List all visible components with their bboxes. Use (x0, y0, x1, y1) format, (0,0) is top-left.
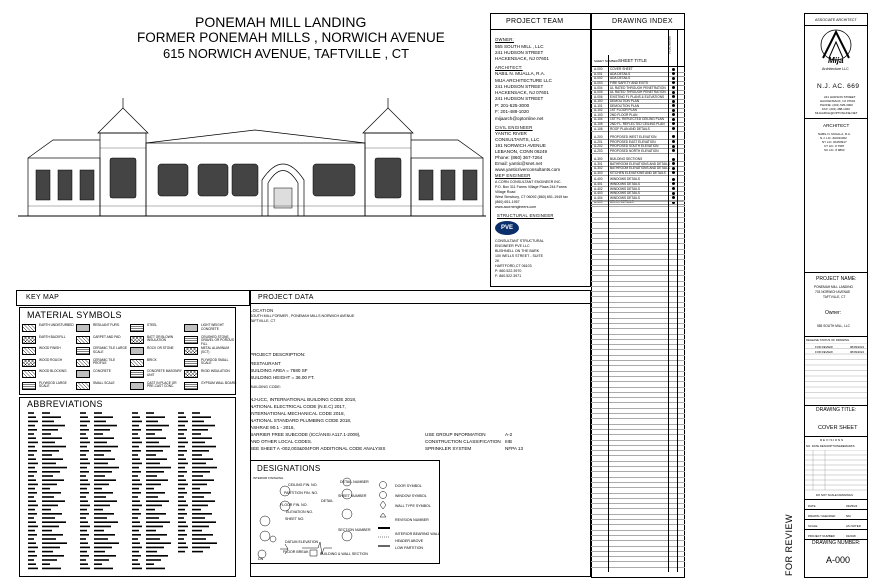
info-value: 03/25/24 (846, 503, 858, 508)
index-sheet-title: 2ND FLOOR PLAN (610, 112, 638, 117)
info-label: PROJECT NUMBER (808, 533, 835, 538)
material-label: PLYWOOD LARGE SCALE (39, 380, 67, 389)
drawing-sheet: PONEMAH MILL LANDING FORMER PONEMAH MILLS , NORWICH AVENUE 615 NORWICH AVENUE, TAFTVILLE , CT PROJECT TEAM OWNER: 555 SOUTH MILL , LLC 241 HUDSON STREET HACKENSACK, NJ 07601 ARCHITECT: NABIL N. MUALLA, R.A. MIJA ARCHITECTURE LLC 241 HUDSON STREET HACKENSACK, NJ 07601 241 HUDSON STREET P: 201-525-3000 F: 201-488-1020 mijaarch@optonline.net CIVIL ENGINEER YANTIC RIVER CONSULTANTS, LLC 191 NORWICH AVENUE LEBANON, CONN 06249 Phone: (860) 367-7264 Email: yantic@snet.net www.yanticriverconsultants.com MEP ENGINEER A CORN CONSULTANT ENGINEER INC. P.O. Box 311 Farms Village Plaza 244 Farms Village Road West Simsbury, CT 06092 (860) 651-1949 fax (860) 651-1957 www.acornengineers.com STRUCTURAL ENGINEER PVE CONSULTANT STRUCTURAL ENGINEER PVE LLC BUSHNELL ON THE BARK 100 WELLS STREET - SUITE 2K HARTFORD,CT 06103 P: 860.522.3970 F: 860.522.3971 DRAWING INDEX 08/09/2024 SHEET NUMBER SHEET TITLE A-000 COVER SHEET A-001 ADA DETAILS A-002 ADA DETAILS A-003 FIRE SAFETY AND EXITS A-004 UL RATED THROUGH PENETRATION A-005 UL RATED THROUGH PENETRATION A-006 EXISTING FL PLANS & ELEVATIONS A-100 DEMOLITION PLAN A-101 DEMOLITION PLAN A-102 1ST FLOOR PLAN A-103 2ND FLOOR PLAN A-104 1ST FL. REFLECTED CEILING PLAN A-105 2ND FL. REFLECTED CEILING PLAN A-106 ROOF PLAN AND DETAILS A-200 PROPOSED WEST ELEVATION A-201 PROPOSED EAST ELEVATION A-202 PROPOSED SOUTH ELEVATION A-203 PROPOSED NORTH ELEVATION A-300 BUILDING SECTIONS A-301 BATHROOM ELEVATIONS AND DETAILS A-302 BATHROOM ELEVATIONS AND DETAILS A-303 KITCHEN ELEVATIONS AND DETAILS A-400 WINDOWS DETAILS A-401 WINDOWS DETAILS A-402 WINDOWS DETAILS A-403 WINDOWS DETAILS A-404 WINDOWS DETAILS A-500 BRICK DETAILS KEY MAP MATERIAL SYMBOLS EARTH UNDISTURBED RESILIANT FURS. STEEL LIGHT WEIGHT CONCRETE EARTH BACKFILL CARPET AND PAD BATT OR BLOWN INSULATION CRUSHED STONE, GRAVEL OR POROUS FILL WOOD FINISH CERAMIC TILE LARGE SCALE ROCK OR STONE METAL ALUMINUM (SCT) WOOD ROUGH CERAMIC TILE PROFILE BRICK PLYWOOD SMALL SCALE WOOD BLOCKING CONCRETE CONCRETE MASONRY UNIT RIGID INSULATION PLYWOOD LARGE SCALE SMALL SCALE CAST IN PLACE OR PRE-CAST CONC. GYPSUM WALL BOARD ABBREVIATIONS PROJECT DATA LOCATION SOUTH MILL FORMER , PONEMAH MILLS NORWICH AVENUE TAFTVILLE, CT PROJECT DESCRIPTION: RESTAURANT BUILDING AREA = 7680 SF BUILDING HEIGHT = 36.00 FT. BUILDING CODE: NJ-UCC, INTERNATIONAL BUILDING CODE 2018, NATIONAL ELECTRICAL CODE (N.E.C) 2017, INTERNATIONAL MECHANICAL CODE 2018, NATIONAL STANDARD PLUMBING CODE 2018, ASHRAE 90.1 - 2016, BARRIER FREE SUBCODE (ICC/ANSI A117.1-2009), AND OTHER LOCAL CODES. SEE SHEET A -002,003&004FOR ADDITIONAL CODE ANALYSIS USE GROUP INFORMATION A-2 CONSTRUCTION CLASSIFICATION IIIB SPRINKLER SYSTEM NFPA 13 DESIGNATIONS INTERIOR FINISHING CEILING FIN. NO. PARTITION FIN. NO. DETAIL NUMBER FLOOR FIN. NO. ELEVATION NO. SHEET NO. DETAIL SHEET NUMBER SECTION NUMBER DOOR SYMBOL WINDOW SYMBOL WALL TYPE SYMBOL REVISION NUMBER INTERIOR BEARING WALL HEADER ABOVE LOW PARTITION DATUM ELEVATION FLOOR BREAK BUILDING & WALL SECTION DN ASSOCIATE ARCHITECT Mija Architecture LLC N.J. AC. 669 241 HUDSON STREET HACKENSACK, NJ 07601 PHONE: (201) 525-3000 FAX: (201) 488-1020 MIJAARCH@OPTONLINE.NET ARCHITECT NABIL N. MUALLA, R.A. N.J. LIC. #AI011002 NY LIC. #1050917 CT LIC. # 7987 SC LIC. # 9893 PROJECT NAME: PONEMAH MILL LANDING 703 NORWICH AVENUE TAFTVILLE, CT Owner: 555 SOUTH MILL, LLC RELEASE STATUS OF DRAWING FOR REVIEW 08/09/2024 FOR REVIEW 08/09/2024 DRAWING TITLE: COVER SHEET R E V I S I O N S NO. DATE DESCRIPTION&REMARKS DO NOT SCALE DRAWINGS DATE 03/25/24 DRAWN / CHECKED NM SCALE AS NOTED PROJECT NUMBER 022018 DRAWING NUMBER: A-000 FOR REVIEW (0, 0, 882, 588)
material-label: CERAMIC TILE LARGE SCALE (93, 346, 127, 354)
index-issued-dot-icon (672, 127, 675, 130)
index-issued-dot-icon (672, 72, 675, 75)
designations-header: DESIGNATIONS (257, 464, 321, 473)
index-issued-dot-icon (672, 196, 675, 199)
index-row (591, 126, 685, 132)
material-symbol-item (22, 335, 76, 346)
material-swatch-icon (184, 359, 198, 367)
material-symbols-header: MATERIAL SYMBOLS (27, 310, 122, 320)
material-swatch-icon (130, 336, 144, 344)
index-issued-dot-icon (672, 91, 675, 94)
civil-label: CIVIL ENGINEER (495, 125, 533, 130)
index-sheet-number: A-203 (594, 148, 603, 153)
for-review-stamp: FOR REVIEW (784, 513, 794, 576)
index-sheet-number: A-302 (594, 166, 603, 171)
drawing-number-label: DRAWING NUMBER: (812, 540, 861, 546)
index-sheet-number: A-002 (594, 76, 603, 81)
index-sheet-number: A-001 (594, 71, 603, 76)
architect-label-block: ARCHITECT (823, 123, 850, 128)
index-sheet-number: A-201 (594, 139, 603, 144)
structural-label: STRUCTURAL ENGINEER (497, 213, 554, 218)
index-sheet-number: A-404 (594, 195, 603, 200)
index-issued-dot-icon (672, 113, 675, 116)
drawing-title-label: DRAWING TITLE: (816, 407, 857, 413)
material-label: SMALL SCALE (93, 380, 115, 385)
material-swatch-icon (76, 324, 90, 332)
index-issued-dot-icon (672, 171, 675, 174)
material-label: STEEL (147, 323, 158, 327)
drawing-index-header: DRAWING INDEX (612, 18, 673, 25)
material-swatch-icon (130, 324, 144, 332)
material-symbol-item (130, 358, 184, 369)
material-label: LIGHT WEIGHT CONCRETE (201, 323, 224, 331)
index-sheet-number: A-103 (594, 112, 603, 117)
key-map-header: KEY MAP (26, 294, 60, 301)
material-swatch-icon (76, 370, 90, 378)
material-symbol-item (184, 335, 238, 346)
material-swatch-icon (184, 347, 198, 355)
index-sheet-number: A-403 (594, 191, 603, 196)
index-sheet-number: A-006 (594, 94, 603, 99)
index-sheet-title: WINDOWS DETAILS (610, 177, 641, 182)
material-label: BRICK (147, 357, 157, 362)
index-sheet-title: ROOF PLAN AND DETAILS (610, 126, 650, 131)
title-line1: PONEMAH MILL LANDING (195, 14, 367, 30)
index-sheet-number: A-004 (594, 85, 603, 90)
material-label: ROCK OR STONE (147, 346, 174, 350)
material-label: METAL ALUMINUM (SCT) (201, 346, 229, 354)
index-issued-dot-icon (672, 192, 675, 195)
firm-name: Mija (828, 56, 844, 65)
index-sheet-number: A-105 (594, 121, 603, 126)
index-issued-dot-icon (672, 182, 675, 185)
index-issued-dot-icon (672, 145, 675, 148)
index-issued-dot-icon (672, 81, 675, 84)
index-issued-dot-icon (672, 122, 675, 125)
material-label: CARPET AND PAD (93, 334, 121, 339)
material-swatch-icon (22, 336, 36, 344)
index-sheet-title: ADA DETAILS (610, 76, 631, 81)
material-swatch-icon (184, 370, 198, 378)
index-issued-dot-icon (672, 104, 675, 107)
material-symbol-item (130, 381, 184, 392)
material-symbol-item (76, 346, 130, 357)
material-swatch-icon (22, 370, 36, 378)
index-sheet-number: A-003 (594, 81, 603, 86)
material-swatch-icon (76, 359, 90, 367)
index-issued-dot-icon (672, 109, 675, 112)
material-symbol-item (184, 346, 238, 357)
title-line3: 615 NORWICH AVENUE, TAFTVILLE , CT (163, 46, 410, 61)
material-symbols-grid (22, 323, 237, 393)
index-sheet-number: A-202 (594, 144, 603, 149)
material-symbol-item (76, 335, 130, 346)
info-label: SCALE (808, 523, 818, 528)
material-symbol-item (130, 323, 184, 334)
index-sheet-title: WINDOWS DETAILS (610, 186, 641, 191)
material-label: BATT OR BLOWN INSULATION (147, 334, 174, 343)
drawing-index-date: 08/09/2024 (667, 36, 671, 54)
material-swatch-icon (76, 347, 90, 355)
material-symbol-item (22, 358, 76, 369)
drawing-index-list (591, 67, 685, 572)
material-swatch-icon (76, 382, 90, 390)
index-sheet-number: A-402 (594, 186, 603, 191)
index-issued-dot-icon (672, 118, 675, 121)
material-label: CRUSHED STONE, GRAVEL OR POROUS FILL (201, 334, 234, 346)
index-sheet-title: PROPOSED NORTH ELEVATION (610, 148, 659, 153)
index-sheet-number: A-301 (594, 161, 603, 166)
material-swatch-icon (130, 382, 144, 390)
index-issued-dot-icon (672, 162, 675, 165)
material-label: CAST IN PLACE OR PRE-CAST CONC. (147, 380, 177, 389)
material-symbol-item (184, 358, 238, 369)
info-label: DATE (808, 503, 816, 508)
material-swatch-icon (22, 324, 36, 332)
index-issued-dot-icon (672, 135, 675, 138)
index-sheet-title: UL RATED THROUGH PENETRATION (610, 85, 666, 90)
material-swatch-icon (22, 359, 36, 367)
material-symbol-item (130, 346, 184, 357)
index-sheet-number: A-000 (594, 67, 603, 72)
index-sheet-title: EXISTING FL PLANS & ELEVATIONS (610, 94, 665, 99)
owner-label: OWNER: (495, 37, 515, 42)
material-symbol-item (76, 369, 130, 380)
index-sheet-title: UL RATED THROUGH PENETRATION (610, 90, 666, 95)
material-label: WOOD ROUGH (39, 357, 63, 362)
index-sheet-title: BUILDING SECTIONS (610, 157, 643, 162)
index-issued-dot-icon (672, 86, 675, 89)
info-value: AS NOTED (846, 523, 861, 528)
index-sheet-number: A-104 (594, 117, 603, 122)
material-label: RESILIANT FURS. (93, 323, 120, 327)
material-symbol-item (184, 369, 238, 380)
index-sheet-number: A-303 (594, 170, 603, 175)
index-row (591, 171, 685, 177)
material-swatch-icon (130, 370, 144, 378)
mep-label: MEP ENGINEER (495, 173, 531, 178)
material-swatch-icon (184, 324, 198, 332)
index-sheet-number: A-200 (594, 135, 603, 140)
material-swatch-icon (22, 382, 36, 390)
index-sheet-number: A-401 (594, 182, 603, 187)
info-value: NM (846, 513, 851, 518)
index-sheet-title: BATHROOM ELEVATIONS AND DETAILS (610, 166, 670, 171)
material-label: EARTH BACKFILL (39, 334, 66, 339)
material-label: CONCRETE (93, 369, 111, 373)
index-sheet-number: A-100 (594, 99, 603, 104)
material-label: RIGID INSULATION (201, 369, 230, 373)
index-sheet-number: A-400 (594, 177, 603, 182)
index-issued-dot-icon (672, 178, 675, 181)
building-elevation-drawing (18, 88, 486, 228)
index-issued-dot-icon (672, 158, 675, 161)
index-sheet-title: COVER SHEET (610, 67, 633, 72)
info-value: 022018 (846, 533, 856, 538)
index-issued-dot-icon (672, 100, 675, 103)
project-data-header: PROJECT DATA (258, 294, 314, 301)
material-symbol-item (22, 346, 76, 357)
material-label: WOOD BLOCKING (39, 369, 67, 373)
index-issued-dot-icon (672, 68, 675, 71)
index-sheet-number: A-300 (594, 157, 603, 162)
owner-block-label: Owner: (825, 310, 842, 316)
abbreviations-header: ABBREVIATIONS (27, 399, 103, 409)
material-symbol-item (76, 358, 130, 369)
material-label: WOOD FINISH (39, 346, 61, 350)
material-symbol-item (76, 323, 130, 334)
index-sheet-title: 1ST FL. REFLECTED CEILING PLAN (610, 117, 664, 122)
material-swatch-icon (22, 347, 36, 355)
index-sheet-title: ADA DETAILS (610, 71, 631, 76)
index-sheet-title: DEMOLITION PLAN (610, 103, 640, 108)
material-symbol-item (76, 381, 130, 392)
index-sheet-number: A-005 (594, 90, 603, 95)
index-sheet-title: FIRE SAFETY AND EXITS (610, 81, 649, 86)
index-sheet-number: A-500 (594, 200, 603, 205)
project-team-header: PROJECT TEAM (506, 18, 564, 25)
architect-label: ARCHITECT: (495, 65, 523, 70)
index-row (591, 148, 685, 154)
material-swatch-icon (76, 336, 90, 344)
material-symbol-item (130, 335, 184, 346)
license-number: N.J. AC. 669 (817, 83, 860, 90)
material-swatch-icon (184, 336, 198, 344)
index-sheet-title: 2ND FL. REFLECTED CEILING PLAN (610, 121, 665, 126)
material-symbol-item (130, 369, 184, 380)
index-sheet-title: KITCHEN ELEVATIONS AND DETAILS (610, 170, 666, 175)
index-sheet-title: WINDOWS DETAILS (610, 182, 641, 187)
index-sheet-title: DEMOLITION PLAN (610, 99, 640, 104)
material-symbol-item (22, 323, 76, 334)
index-issued-dot-icon (672, 95, 675, 98)
material-swatch-icon (184, 382, 198, 390)
material-label: CERAMIC TILE PROFILE (93, 357, 116, 366)
index-sheet-title: PROPOSED EAST ELEVATION (610, 139, 656, 144)
index-sheet-number: A-101 (594, 103, 603, 108)
associate-label: ASSOCIATE ARCHITECT (815, 18, 857, 22)
material-label: CONCRETE MASONRY UNIT (147, 369, 182, 377)
index-issued-dot-icon (672, 187, 675, 190)
drawing-title: COVER SHEET (818, 425, 858, 431)
index-issued-dot-icon (672, 77, 675, 80)
index-sheet-title: WINDOWS DETAILS (610, 195, 641, 200)
index-sheet-number: A-102 (594, 108, 603, 113)
material-label: EARTH UNDISTURBED (39, 323, 74, 327)
drawing-number: A-000 (826, 555, 851, 565)
abbreviations-list (28, 411, 233, 574)
project-name-label: PROJECT NAME: (816, 276, 857, 282)
pve-logo: PVE (495, 221, 519, 235)
material-symbol-item (22, 381, 76, 392)
material-symbol-item (184, 323, 238, 334)
material-label: PLYWOOD SMALL SCALE (201, 357, 229, 366)
index-issued-dot-icon (672, 167, 675, 170)
index-sheet-title: BATHROOM ELEVATIONS AND DETAILS (610, 161, 670, 166)
index-sheet-title: BRICK DETAILS (610, 200, 634, 205)
title-line2: FORMER PONEMAH MILLS , NORWICH AVENUE (137, 30, 445, 45)
index-sheet-title: PROPOSED SOUTH ELEVATION (610, 144, 659, 149)
material-symbol-item (184, 381, 238, 392)
title-block-info (804, 499, 868, 539)
index-issued-dot-icon (672, 149, 675, 152)
material-label: GYPSUM WALL BOARD (201, 380, 237, 385)
material-symbol-item (22, 369, 76, 380)
index-sheet-title: PROPOSED WEST ELEVATION (610, 135, 657, 140)
material-swatch-icon (130, 359, 144, 367)
index-sheet-number: A-106 (594, 126, 603, 131)
index-sheet-title: WINDOWS DETAILS (610, 191, 641, 196)
material-swatch-icon (130, 347, 144, 355)
index-issued-dot-icon (672, 140, 675, 143)
index-sheet-title: 1ST FLOOR PLAN (610, 108, 637, 113)
info-label: DRAWN / CHECKED (808, 513, 836, 518)
